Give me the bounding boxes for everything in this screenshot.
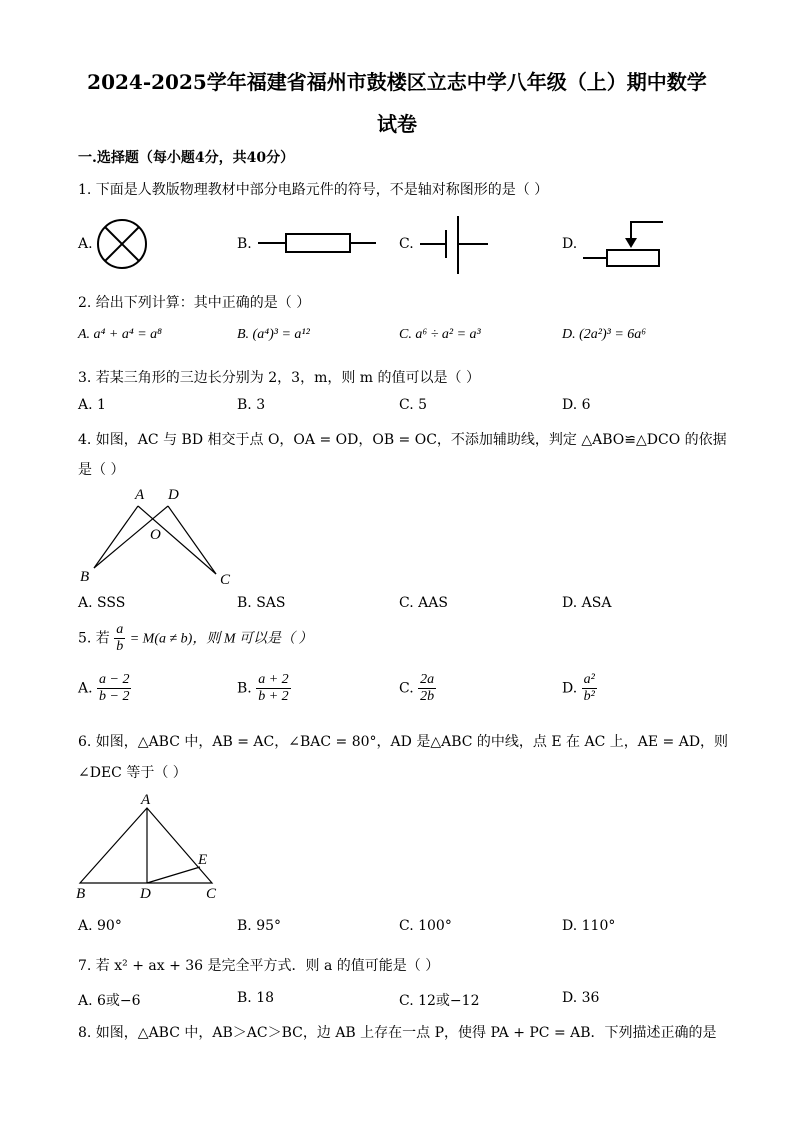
q4-figure [76,484,246,590]
q5-option-b-fraction [256,672,290,705]
q1-battery-symbol [420,214,490,276]
q4-stem-line1: 4. 如图，AC 与 BD 相交于点 O，OA = OD，OB = OC，不添加辅助线，判定 △ABO≌△DCO 的依据 [78,432,727,448]
section-heading: 一.选择题（每小题4分，共40分） [78,150,295,166]
q5-stem [78,622,313,655]
q8-stem: 8. 如图，△ABC 中，AB＞AC＞BC，边 AB 上存在一点 P，使得 PA + PC = AB．下列描述正确的是 [78,1025,717,1041]
q1-option-d-label: D. [562,236,578,252]
q4-option-a: A. SSS [78,595,126,611]
q7-stem: 7. 若 x² + ax + 36 是完全平方式．则 a 的值可能是（ ） [78,958,440,974]
q5-option-c [399,672,436,705]
q5-option-d [562,672,597,705]
q5-option-d-fraction [582,672,597,705]
q2-stem: 2. 给出下列计算：其中正确的是（ ） [78,295,311,311]
q5-stem-num: a [116,622,124,637]
q1-lamp-symbol [96,218,148,270]
q6-label-e: E [198,852,208,868]
q5-option-a [78,672,131,705]
q6-label-d: D [140,886,151,902]
q1-option-b-label: B. [237,236,252,252]
q4-label-a: A [135,487,145,503]
q5-option-b-num: a + 2 [258,672,289,687]
q1-option-a-label: A. [78,236,93,252]
q7-option-c: C. 12或−12 [399,993,480,1009]
q5-option-b [237,672,291,705]
q2-option-b: B. (a⁴)³ = a¹² [237,327,310,342]
q6-option-a: A. 90° [78,918,122,934]
q5-option-d-num: a² [583,672,595,687]
q2-option-c: C. a⁶ ÷ a² = a³ [399,327,481,342]
paper-title-line2: 试卷 [377,112,417,136]
paper-title-line1: 2024-2025学年福建省福州市鼓楼区立志中学八年级（上）期中数学 [87,70,707,94]
q1-resistor-symbol [258,232,376,254]
q4-label-c: C [220,572,231,588]
q3-stem: 3. 若某三角形的三边长分别为 2，3，m，则 m 的值可以是（ ） [78,370,480,386]
q1-option-c-label: C. [399,236,414,252]
q5-option-d-label: D. [562,680,578,697]
q6-label-b: B [76,886,86,902]
q3-option-d: D. 6 [562,397,591,413]
q6-figure [72,790,222,902]
q4-label-d: D [168,487,179,503]
q5-option-c-fraction [418,672,436,705]
q5-option-d-den: b² [583,689,595,704]
q5-option-c-den: 2b [420,689,435,704]
q5-stem-suffix: = M(a ≠ b)，则 M 可以是（ ） [129,631,313,647]
q5-option-a-num: a − 2 [99,672,130,687]
q7-option-a: A. 6或−6 [78,993,141,1009]
q6-option-d: D. 110° [562,918,616,934]
q6-option-c: C. 100° [399,918,452,934]
q4-label-b: B [80,569,90,585]
q4-option-b: B. SAS [237,595,286,611]
q5-option-a-label: A. [78,680,93,697]
q5-option-c-num: 2a [420,672,435,687]
q5-stem-fraction [114,622,125,655]
q5-stem-den: b [116,639,124,654]
q4-option-c: C. AAS [399,595,448,611]
q1-rheostat-symbol [583,220,665,268]
q6-label-c: C [206,886,217,902]
q2-option-d: D. (2a²)³ = 6a⁶ [562,327,647,342]
q6-stem-line1: 6. 如图，△ABC 中，AB = AC，∠BAC = 80°，AD 是△ABC 的中线，点 E 在 AC 上，AE = AD，则 [78,734,729,750]
q3-option-c: C. 5 [399,397,428,413]
q1-stem: 1. 下面是人教版物理教材中部分电路元件的符号，不是轴对称图形的是（ ） [78,182,549,198]
q6-option-b: B. 95° [237,918,282,934]
q6-stem-line2: ∠DEC 等于（ ） [78,765,187,781]
q3-option-b: B. 3 [237,397,266,413]
q5-option-b-den: b + 2 [258,689,289,704]
q2-option-a: A. a⁴ + a⁴ = a⁸ [78,327,163,342]
q5-option-a-fraction [97,672,131,705]
q5-option-b-label: B. [237,680,252,697]
q5-option-c-label: C. [399,680,414,697]
q4-stem-line2: 是（ ） [78,462,125,478]
q5-option-a-den: b − 2 [99,689,130,704]
q4-label-o: O [150,527,161,543]
q7-option-b: B. 18 [237,990,275,1006]
q3-option-a: A. 1 [78,397,106,413]
q4-option-d: D. ASA [562,595,612,611]
q5-stem-prefix: 5. 若 [78,630,110,647]
q7-option-d: D. 36 [562,990,600,1006]
q6-label-a: A [141,792,151,808]
